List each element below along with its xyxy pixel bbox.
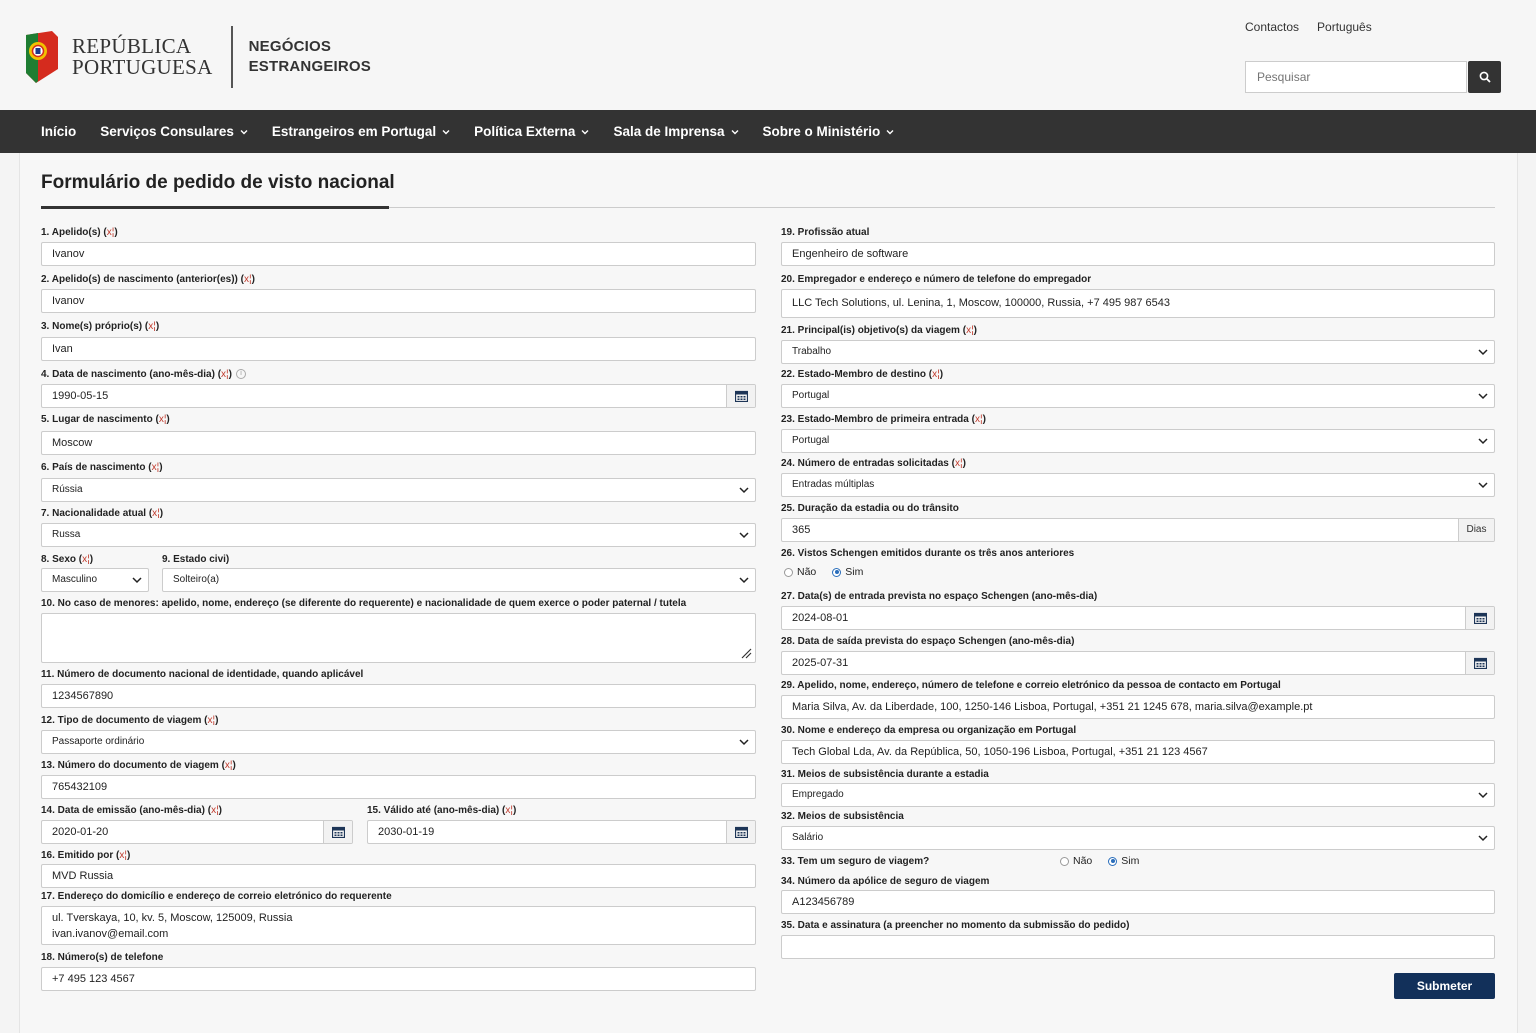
- contacts-link[interactable]: Contactos: [1245, 20, 1300, 34]
- first-entry-state-select[interactable]: Portugal: [781, 429, 1495, 453]
- field-label: 5. Lugar de nascimento (x¦): [41, 414, 170, 425]
- insurance-radio-group: [1060, 855, 1139, 867]
- field-label: 22. Estado-Membro de destino (x¦): [781, 369, 944, 380]
- field-label: 26. Vistos Schengen emitidos durante os três anos anteriores: [781, 548, 1075, 559]
- field-label: 19. Profissão atual: [781, 227, 870, 238]
- nav-item-servicos-consulares[interactable]: [100, 124, 248, 139]
- days-suffix: Dias: [1458, 519, 1494, 541]
- calendar-button[interactable]: [726, 385, 755, 407]
- resize-handle-icon[interactable]: [740, 647, 752, 659]
- field-label: 18. Número(s) de telefone: [41, 952, 164, 963]
- issue-date-input[interactable]: 2020-01-20: [41, 820, 353, 844]
- chevron-down-icon: [132, 576, 142, 584]
- nav-item-inicio[interactable]: [41, 124, 76, 139]
- surname-input[interactable]: Ivanov: [41, 242, 756, 266]
- nav-item-label: Início: [41, 124, 77, 139]
- sex-select[interactable]: Masculino: [41, 568, 149, 592]
- field-label: 11. Número de documento nacional de identidade, quando aplicável: [41, 669, 364, 680]
- chevron-down-icon: [739, 486, 749, 494]
- field-label: 24. Número de entradas solicitadas (x¦): [781, 458, 966, 469]
- site-logo[interactable]: [22, 26, 371, 88]
- issued-by-input[interactable]: MVD Russia: [41, 864, 756, 888]
- company-input[interactable]: Tech Global Lda, Av. da República, 50, 1050-196 Lisboa, Portugal, +351 21 123 4567: [781, 740, 1495, 764]
- chevron-down-icon: [1478, 437, 1488, 445]
- field-label: 9. Estado civi): [162, 554, 230, 565]
- field-label: 23. Estado-Membro de primeira entrada (x¦): [781, 414, 986, 425]
- field-label: 15. Válido até (ano-mês-dia) (x¦): [367, 805, 517, 816]
- chevron-down-icon: [581, 128, 589, 136]
- entries-select[interactable]: Entradas múltiplas: [781, 473, 1495, 497]
- contact-person-input[interactable]: Maria Silva, Av. da Liberdade, 100, 1250-146 Lisboa, Portugal, +351 21 1245 678, maria.silva@example.pt: [781, 695, 1495, 719]
- employer-input[interactable]: LLC Tech Solutions, ul. Lenina, 1, Moscow, 100000, Russia, +7 495 987 6543: [781, 289, 1495, 318]
- radio-no-label: Não: [797, 566, 817, 578]
- guardian-textarea[interactable]: [41, 613, 756, 663]
- travel-doc-number-input[interactable]: 765432109: [41, 775, 756, 799]
- search-input[interactable]: [1245, 61, 1467, 93]
- chevron-down-icon: [1478, 791, 1488, 799]
- calendar-icon: [735, 390, 748, 402]
- nav-item-label: Sala de Imprensa: [613, 124, 725, 139]
- field-label: 10. No caso de menores: apelido, nome, endereço (se diferente do requerente) e nacionalidade de quem exerce o poder paternal / tutela: [41, 598, 687, 609]
- first-name-input[interactable]: Ivan: [41, 337, 756, 361]
- field-label: 21. Principal(is) objetivo(s) da viagem (x¦): [781, 325, 978, 336]
- birth-place-input[interactable]: Moscow: [41, 431, 756, 455]
- main-nav: [0, 110, 1536, 153]
- calendar-icon: [1474, 612, 1487, 624]
- submit-button[interactable]: Submeter: [1394, 973, 1495, 999]
- field-label: 28. Data de saída prevista do espaço Schengen (ano-mês-dia): [781, 636, 1075, 647]
- chevron-down-icon: [739, 738, 749, 746]
- field-label: 6. País de nascimento (x¦): [41, 462, 163, 473]
- field-label: 16. Emitido por (x¦): [41, 850, 131, 861]
- field-label: 25. Duração da estadia ou do trânsito: [781, 503, 959, 514]
- radio-no[interactable]: [784, 568, 793, 577]
- logo-divider: [231, 26, 233, 88]
- field-label: 7. Nacionalidade atual (x¦): [41, 508, 164, 519]
- field-label: 33. Tem um seguro de viagem?: [781, 856, 930, 867]
- signature-input[interactable]: [781, 935, 1495, 959]
- entry-date-input[interactable]: 2024-08-01: [781, 606, 1495, 630]
- field-label: 13. Número do documento de viagem (x¦): [41, 760, 236, 771]
- nav-item-sobre-ministerio[interactable]: [763, 124, 895, 139]
- field-label: 4. Data de nascimento (ano-mês-dia) (x¦) i: [41, 369, 246, 380]
- logo-line2: PORTUGUESA: [72, 55, 213, 79]
- field-label: 1. Apelido(s) (x¦): [41, 227, 118, 238]
- subsistence-stay-select[interactable]: Empregado: [781, 783, 1495, 807]
- chevron-down-icon: [739, 531, 749, 539]
- chevron-down-icon: [731, 128, 739, 136]
- title-underline: [41, 206, 389, 209]
- chevron-down-icon: [1478, 481, 1488, 489]
- radio-yes-label: Sim: [845, 566, 864, 578]
- info-icon[interactable]: i: [236, 369, 246, 379]
- radio-no-label: Não: [1073, 855, 1093, 867]
- field-label: 34. Número da apólice de seguro de viagem: [781, 876, 990, 887]
- radio-yes[interactable]: [832, 568, 841, 577]
- nav-item-label: Estrangeiros em Portugal: [271, 124, 437, 139]
- destination-state-select[interactable]: Portugal: [781, 384, 1495, 408]
- department-name: [249, 37, 371, 77]
- calendar-icon: [1474, 657, 1487, 669]
- field-label: 35. Data e assinatura (a preencher no momento da submissão do pedido): [781, 920, 1130, 931]
- marital-status-select[interactable]: Solteiro(a): [162, 568, 756, 592]
- field-label: 30. Nome e endereço da empresa ou organização em Portugal: [781, 725, 1077, 736]
- calendar-button[interactable]: [726, 821, 755, 843]
- field-label: 14. Data de emissão (ano-mês-dia) (x¦): [41, 805, 223, 816]
- calendar-button[interactable]: [1465, 607, 1494, 629]
- valid-until-input[interactable]: 2030-01-19: [367, 820, 756, 844]
- search-button[interactable]: [1468, 61, 1501, 93]
- field-label: 8. Sexo (x¦): [41, 554, 94, 565]
- nav-item-sala-imprensa[interactable]: [613, 124, 738, 139]
- travel-doc-type-select[interactable]: Passaporte ordinário: [41, 730, 756, 754]
- schengen-visas-radio-group: [784, 566, 863, 578]
- field-label: 27. Data(s) de entrada prevista no espaço Schengen (ano-mês-dia): [781, 591, 1098, 602]
- radio-yes-label: Sim: [1121, 855, 1140, 867]
- chevron-down-icon: [886, 128, 894, 136]
- nationality-select[interactable]: Russa: [41, 523, 756, 547]
- field-label: 2. Apelido(s) de nascimento (anterior(es)) (x¦): [41, 274, 255, 285]
- field-label: 29. Apelido, nome, endereço, número de telefone e correio eletrónico da pessoa de contacto em Portugal: [781, 680, 1281, 691]
- field-label: 3. Nome(s) próprio(s) (x¦): [41, 321, 160, 332]
- nav-item-label: Política Externa: [474, 124, 576, 139]
- field-label: 12. Tipo de documento de viagem (x¦): [41, 715, 219, 726]
- logo-line1: REPÚBLICA: [72, 34, 192, 58]
- insurance-policy-input[interactable]: A123456789: [781, 890, 1495, 914]
- home-address-textarea[interactable]: [41, 906, 756, 945]
- exit-date-input[interactable]: 2025-07-31: [781, 651, 1495, 675]
- chevron-down-icon: [240, 128, 248, 136]
- radio-yes[interactable]: [1108, 857, 1117, 866]
- phone-input[interactable]: +7 495 123 4567: [41, 967, 756, 991]
- national-id-input[interactable]: 1234567890: [41, 684, 756, 708]
- birth-surname-input[interactable]: Ivanov: [41, 289, 756, 313]
- language-link[interactable]: Português: [1317, 20, 1372, 34]
- nav-item-politica-externa[interactable]: [474, 124, 589, 139]
- address-line: ul. Tverskaya, 10, kv. 5, Moscow, 125009, Russia: [52, 912, 293, 924]
- radio-no[interactable]: [1060, 857, 1069, 866]
- calendar-icon: [332, 826, 345, 838]
- birth-country-select[interactable]: Rússia: [41, 478, 756, 502]
- chevron-down-icon: [1478, 834, 1488, 842]
- dept-line1: NEGÓCIOS: [248, 38, 332, 55]
- portugal-emblem-icon: [22, 29, 60, 85]
- chevron-down-icon: [442, 128, 450, 136]
- travel-purpose-select[interactable]: Trabalho: [781, 340, 1495, 364]
- occupation-input[interactable]: Engenheiro de software: [781, 242, 1495, 266]
- calendar-button[interactable]: [1465, 652, 1494, 674]
- field-label: 32. Meios de subsistência: [781, 811, 904, 822]
- dept-line2: ESTRANGEIROS: [248, 58, 372, 75]
- top-links: [1245, 20, 1372, 34]
- site-header: [0, 0, 1536, 110]
- nav-item-estrangeiros[interactable]: [272, 124, 450, 139]
- field-label: 31. Meios de subsistência durante a estadia: [781, 769, 989, 780]
- chevron-down-icon: [1478, 348, 1488, 356]
- stay-duration-input[interactable]: 365 Dias: [781, 518, 1495, 542]
- nav-item-label: Sobre o Ministério: [762, 124, 881, 139]
- chevron-down-icon: [1478, 392, 1488, 400]
- search-icon: [1479, 71, 1491, 83]
- email-line: ivan.ivanov@email.com: [52, 928, 169, 940]
- field-label: 20. Empregador e endereço e número de telefone do empregador: [781, 274, 1092, 285]
- nav-item-label: Serviços Consulares: [100, 124, 234, 139]
- subsistence-means-select[interactable]: Salário: [781, 826, 1495, 850]
- logo-text: [72, 36, 213, 78]
- field-label: 17. Endereço do domicílio e endereço de correio eletrónico do requerente: [41, 891, 392, 902]
- birth-date-input[interactable]: 1990-05-15: [41, 384, 756, 408]
- calendar-button[interactable]: [323, 821, 352, 843]
- calendar-icon: [735, 826, 748, 838]
- chevron-down-icon: [739, 576, 749, 584]
- page-title: Formulário de pedido de visto nacional: [41, 172, 395, 193]
